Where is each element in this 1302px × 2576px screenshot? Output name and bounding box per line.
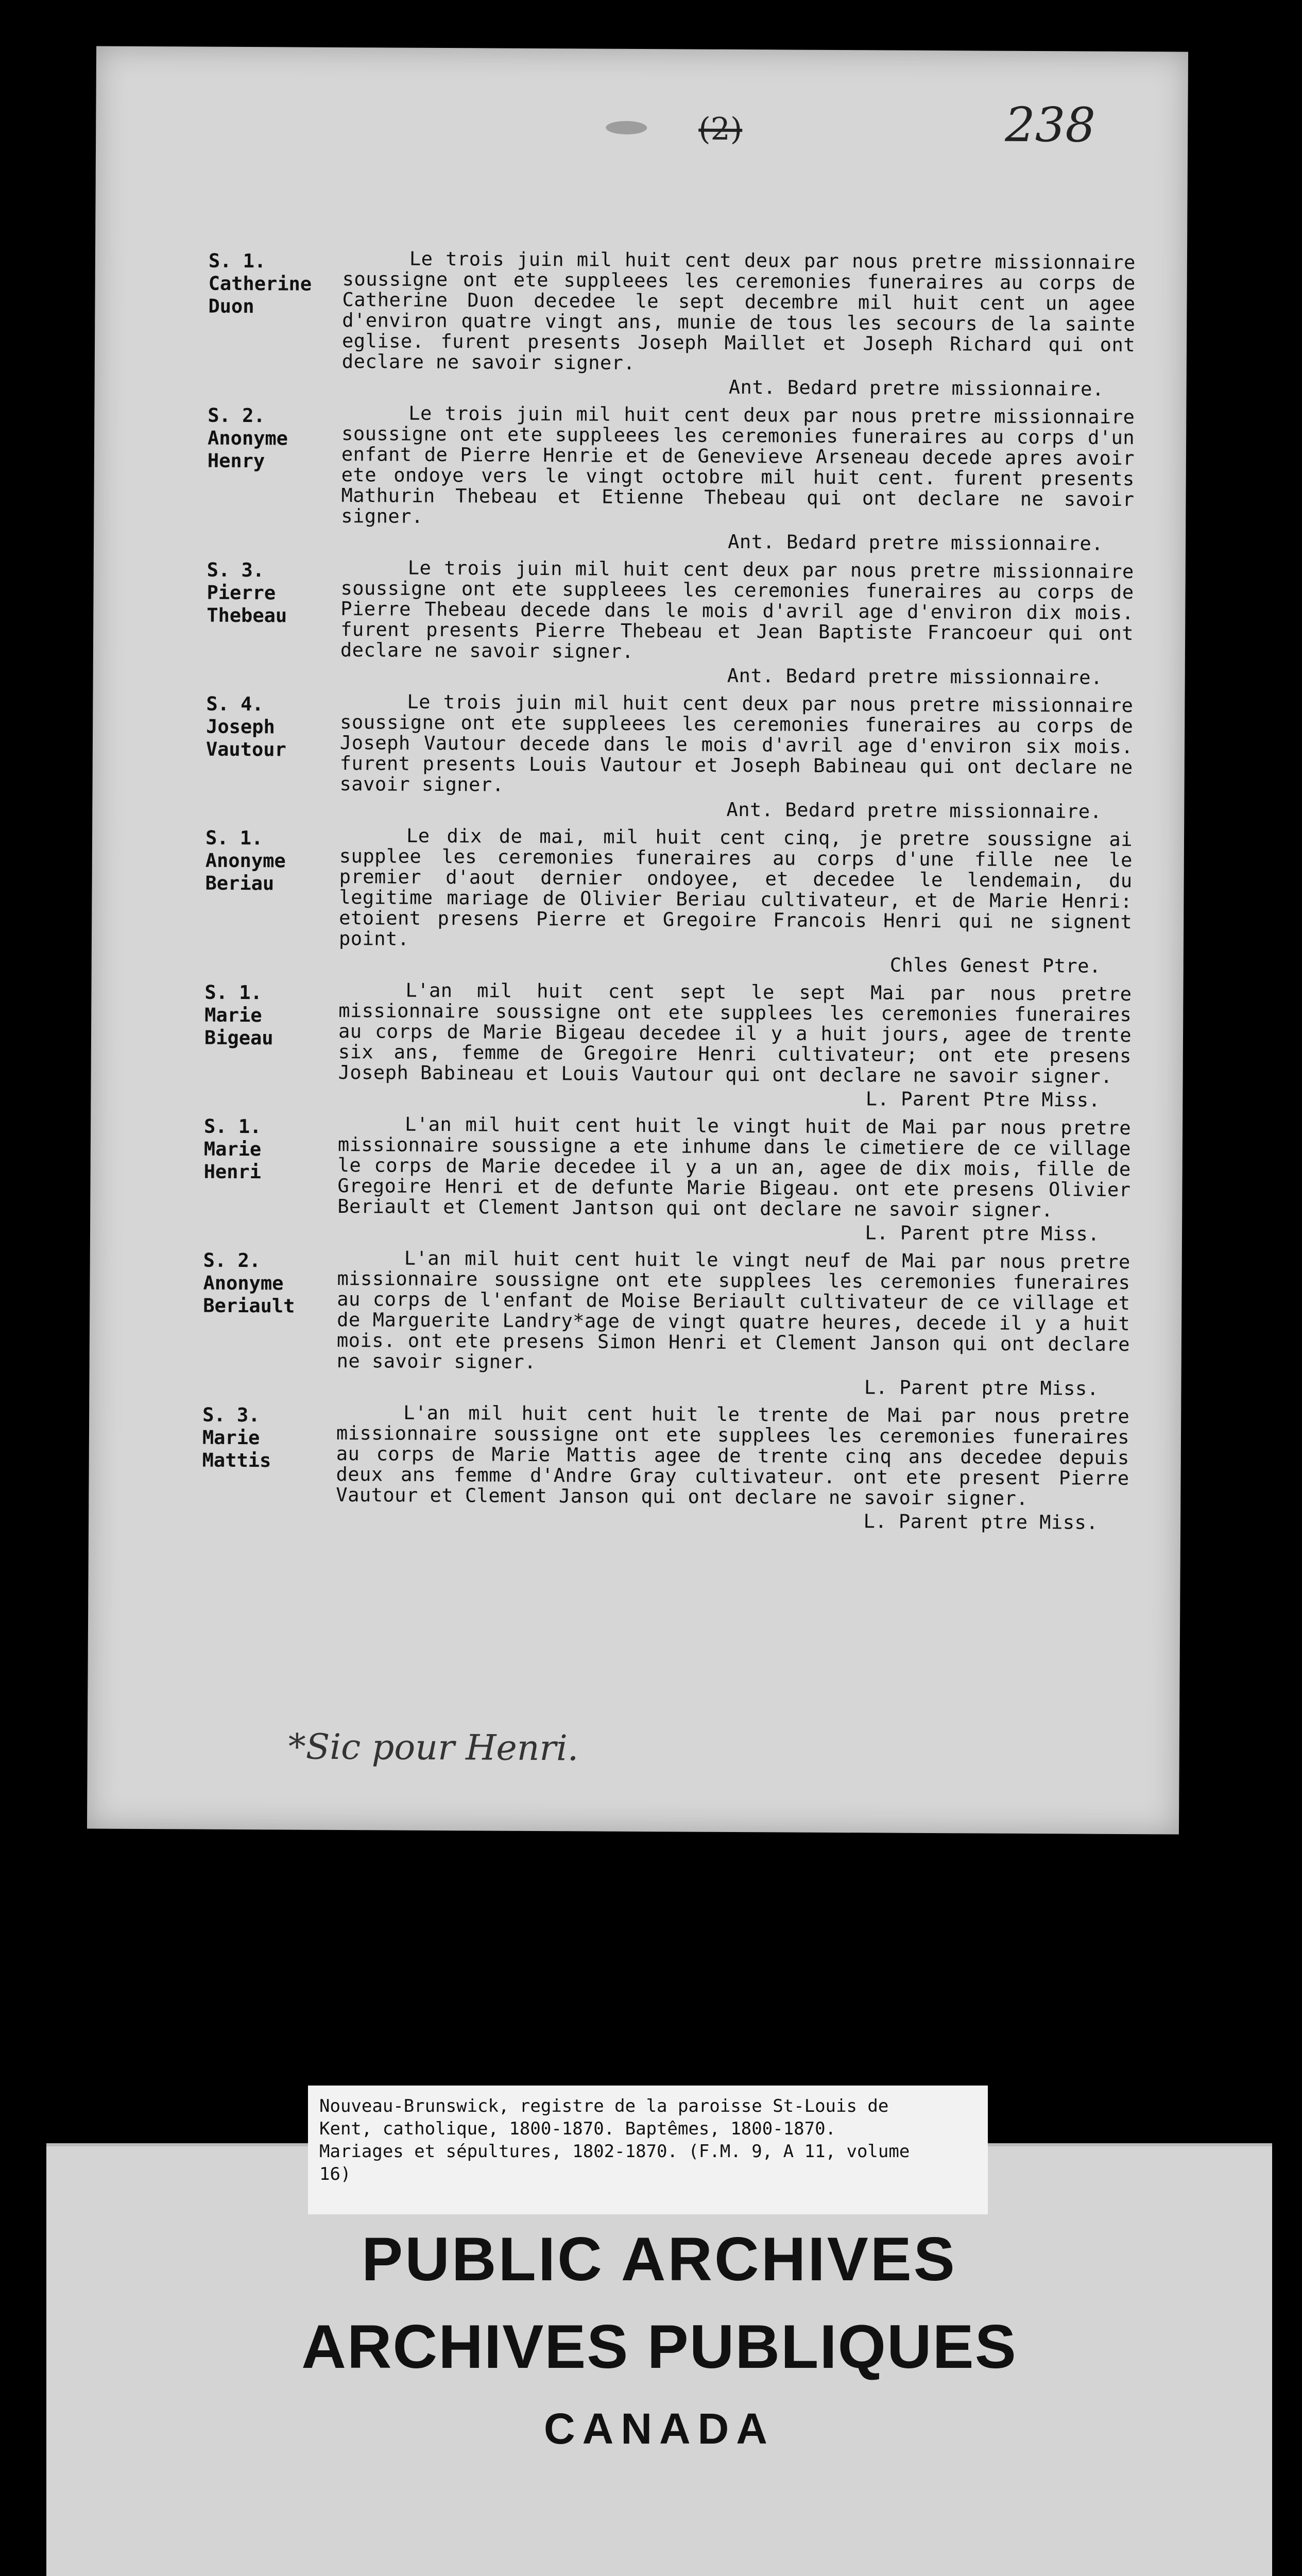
label-line: Kent, catholique, 1800-1870. Baptêmes, 1800-1870. [319,2119,836,2139]
entry-signature: Ant. Bedard pretre missionnaire. [728,376,1104,400]
label-line: Nouveau-Brunswick, registre de la paroisse St-Louis de [319,2096,889,2116]
entry [204,979,1132,1111]
entry-margin-note: S. 1. Marie Bigeau [204,981,273,1049]
label-line: 16) [319,2164,351,2184]
entry-margin-note: S. 4. Joseph Vautour [205,692,286,761]
entry-text: Le trois juin mil huit cent deux par nous pretre missionnaire soussigne ont ete suppleees les ceremonies funeraires au corps de Pierre Thebeau decede dans le mois d'avril age d'environ dix mois. furent presents Pierre Thebeau et Jean Baptiste Francoeur qui ont declare ne savoir signer. [340,556,1134,663]
entry-text: L'an mil huit cent huit le vingt neuf de Mai par nous pretre missionnaire soussigne ont ete supplees les ceremonies funeraires au corps de l'enfant de Moise Beriault cultivateur de ce village et de Marguerite Landry*age de vingt quatre heures, decede il y a huit mois. ont ete presens Simon Henri et Clement Janson qui ont declare ne savoir signer. [336,1247,1130,1373]
entry-text: L'an mil huit cent sept le sept Mai par nous pretre missionnaire soussigne ont ete supplees les ceremonies funeraires au corps de Marie Bigeau decedee il y a huit jours, agee de trente six ans, femme de Gregoire Henri cultivateur; ont ete presens Joseph Babineau et Louis Vautour qui ont declare ne savoir signer. [338,979,1132,1088]
entry-text: L'an mil huit cent huit le vingt huit de Mai par nous pretre missionnaire soussigne a ete inhume dans le cimetiere de ce village le corps de Marie decedee il y a un an, agee de dix mois, fille de Gregoire Henri et de defunte Marie Bigeau. ont ete presens Olivier Beriault et Clement Jantson qui ont declare ne savoir signer. [337,1113,1132,1222]
catalogue-label [308,2086,988,2214]
label-line: Mariages et sépultures, 1802-1870. (F.M. 9, A 11, volume [319,2141,910,2162]
entry-margin-note: S. 2. Anonyme Henry [207,404,288,472]
entry-text: L'an mil huit cent huit le trente de Mai par nous pretre missionnaire soussigne ont ete supplees les ceremonies funeraires au corps de Marie Mattis agee de trente cinq ans decedee depuis deux ans femme d'Andre Gray cultivateur. ont ete present Pierre Vautour et Clement Janson qui ont declare ne savoir signer. [336,1401,1130,1510]
page-number: 238 [1005,97,1096,153]
entry-text: Le trois juin mil huit cent deux par nous pretre missionnaire soussigne ont ete suppleees les ceremonies funeraires au corps d'un enfant de Pierre Henrie et de Genevieve Arseneau decede apres avoir ete ondoye vers le vingt octobre mil huit cent. furent presents Mathurin Thebeau et Etienne Thebeau qui ont declare ne savoir signer. [341,402,1135,528]
entry-signature: Chles Genest Ptre. [889,954,1101,977]
entry [207,402,1135,554]
entry-signature: Ant. Bedard pretre missionnaire. [726,798,1102,823]
entry [205,691,1133,822]
entry-signature: L. Parent ptre Miss. [865,1222,1100,1245]
entry-margin-note: S. 3. Pierre Thebeau [207,558,287,627]
page-mark: (2) [698,111,743,148]
entry-margin-note: S. 2. Anonyme Beriault [203,1249,295,1317]
banner-line-canada: CANADA [544,2404,775,2453]
entry-signature: Ant. Bedard pretre missionnaire. [728,530,1104,555]
entry [205,825,1133,977]
entry-margin-note: S. 1. Catherine Duon [208,249,312,318]
banner-line-public-archives: PUBLIC ARCHIVES [362,2225,957,2294]
entry-signature: Ant. Bedard pretre missionnaire. [727,664,1103,689]
entry-signature: L. Parent ptre Miss. [863,1510,1099,1534]
entry [203,1113,1131,1245]
handwritten-annotation: *Sic pour Henri. [288,1726,579,1769]
banner-line-archives-publiques: ARCHIVES PUBLIQUES [301,2312,1017,2381]
entry-text: Le trois juin mil huit cent deux par nous pretre missionnaire soussigne ont ete suppleees les ceremonies funeraires au corps de Catherine Duon decedee le sept decembre mil huit cent un agee d'environ quatre vingt ans, munie de tous les secours de la sainte eglise. furent presents Joseph Maillet et Joseph Richard qui ont declare ne savoir signer. [341,247,1136,374]
ink-smudge [606,121,647,134]
entry [202,1247,1130,1399]
entry-signature: L. Parent Ptre Miss. [865,1088,1101,1111]
burial-entries [202,248,1136,1540]
entry [208,248,1136,400]
entry-text: Le dix de mai, mil huit cent cinq, je pretre soussigne ai supplee les ceremonies funeraires au corps d'une fille nee le premier d'aout dernier ondoyee, et decedee le lendemain, du legitime mariage de Olivier Beriau cultivateur, et de Marie Henri: etoient presens Pierre et Gregoire Francois Henri qui ne signent point. [338,824,1133,950]
entry-margin-note: S. 1. Marie Henri [203,1115,262,1183]
entry-margin-note: S. 1. Anonyme Beriau [205,826,286,895]
entry [202,1402,1129,1533]
entry-signature: L. Parent ptre Miss. [864,1376,1099,1400]
entry-margin-note: S. 3. Marie Mattis [202,1403,271,1472]
entry-text: Le trois juin mil huit cent deux par nous pretre missionnaire soussigne ont ete suppleees les ceremonies funeraires au corps de Joseph Vautour decede dans le mois d'avril age d'environ six mois. furent presents Louis Vautour et Joseph Babineau qui ont declare ne savoir signer. [339,690,1134,796]
entry [207,557,1134,688]
document-page [87,46,1188,1834]
